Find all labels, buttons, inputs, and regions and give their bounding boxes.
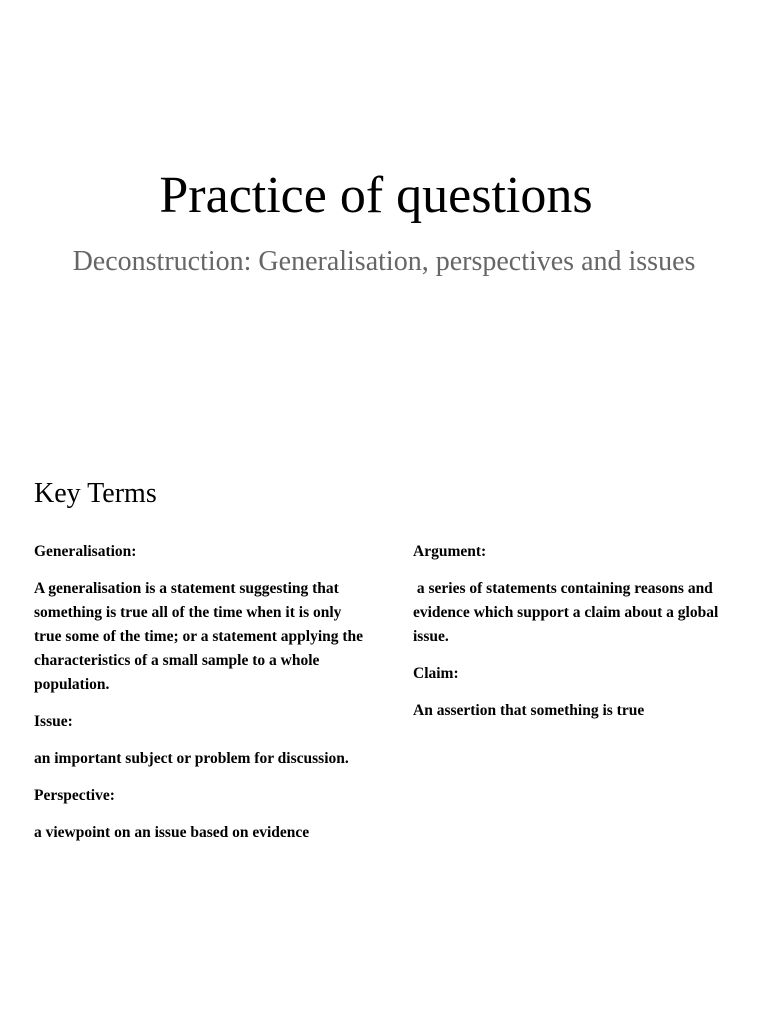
slide-subtitle: Deconstruction: Generalisation, perspectives and issues xyxy=(72,246,696,277)
term-definition-generalisation: A generalisation is a statement suggesting that something is true all of the time when it is only true some of the time; or a statement applying the characteristics of a small sample to a whole population. xyxy=(34,580,364,693)
key-terms-right-column xyxy=(413,540,743,736)
key-terms-heading: Key Terms xyxy=(34,478,157,509)
term-definition-argument: a series of statements containing reasons and evidence which support a claim about a global issue. xyxy=(413,580,723,645)
term-definition-claim: An assertion that something is true xyxy=(413,702,645,719)
term-label-claim: Claim: xyxy=(413,665,459,682)
term-label-issue: Issue: xyxy=(34,713,73,730)
term-definition-issue: an important subject or problem for discussion. xyxy=(34,750,349,767)
term-label-generalisation: Generalisation: xyxy=(34,543,137,560)
key-terms-left-column xyxy=(34,540,364,858)
term-label-argument: Argument: xyxy=(413,543,487,560)
term-label-perspective: Perspective: xyxy=(34,787,115,804)
slide-title: Practice of questions xyxy=(159,167,593,224)
term-definition-perspective: a viewpoint on an issue based on evidence xyxy=(34,824,310,841)
